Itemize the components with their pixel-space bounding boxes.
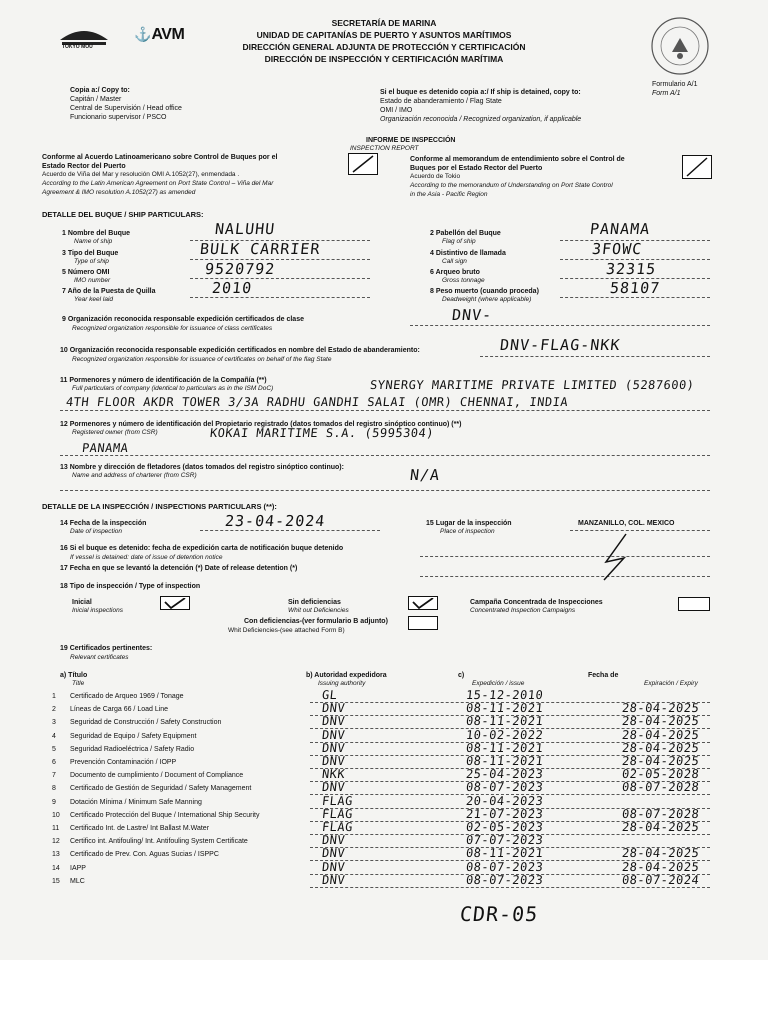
header-line-3: DIRECCIÓN GENERAL ADJUNTA DE PROTECCIÓN Y CERTIFICACIÓN (242, 42, 526, 52)
cic-checkbox[interactable] (678, 597, 710, 611)
cert-row-number: 1 (52, 693, 56, 700)
form-label-en: Form A/1 (652, 90, 681, 97)
agreement-right-4: According to the memorandum of Understanding on Port State Control (410, 182, 613, 189)
cert-row-authority: NKK (321, 767, 346, 782)
col-authority-header: b) Autoridad expedidora (306, 672, 387, 679)
cert-row-title: Seguridad Radioeléctrica / Safety Radio (70, 745, 195, 753)
field-12-label: 12 Pormenores y número de identificación del Propietario registrado (datos tomados del registro sinóptico continuo) (**) (60, 421, 462, 428)
agreement-right-1: Conforme al memorandum de entendimiento sobre el Control de (410, 156, 625, 163)
inspection-date-value: 23-04-2024 (224, 512, 327, 530)
ship-type-value: BULK CARRIER (199, 240, 322, 258)
company-address-value: 4TH FLOOR AKDR TOWER 3/3A RADHU GANDHI SALAI (OMR) CHENNAI, INDIA (65, 395, 569, 409)
cert-row-issue: 02-05-2023 (465, 820, 544, 834)
cert-row-title: Documento de cumplimiento / Document of Compliance (70, 772, 244, 780)
col-issue-header: Expedición / issue (472, 680, 525, 687)
copy-line-1: Capitán / Master (70, 96, 122, 103)
cert-row-title: Certificado de Prev. Con. Aguas Sucias / ISPPC (70, 851, 219, 859)
cert-row-authority: FLAG (321, 820, 354, 834)
field-5-label: 5 Número OMI (62, 269, 110, 276)
initial-label-en: Inicial inspections (72, 607, 123, 614)
cert-row-number: 10 (52, 811, 60, 819)
cert-row-number: 3 (52, 719, 56, 727)
initial-checkbox[interactable] (160, 596, 190, 610)
inspection-section-title: DETALLE DE LA INSPECCIÓN / INSPECTIONS PARTICULARS (**): (42, 502, 277, 511)
field-2-label-en: Flag of ship (442, 238, 476, 245)
field-5-label-en: IMO number (74, 277, 111, 284)
cert-row-expiry: 08-07-2024 (621, 872, 700, 887)
cert-row-number: 2 (52, 706, 56, 714)
field-12-label-en: Registered owner (from CSR) (72, 429, 158, 436)
cert-row-issue: 08-11-2021 (465, 714, 544, 729)
field-8-label: 8 Peso muerto (cuando proceda) (430, 288, 539, 295)
field-13-label: 13 Nombre y dirección de fletadores (datos tomados del registro sinóptico continuo): (60, 464, 344, 471)
copy-line-3: Funcionario supervisor / PSCO (70, 114, 167, 121)
field-14-label-en: Date of inspection (70, 528, 123, 535)
cert-row-title: MLC (70, 877, 85, 885)
cert-row-number: 9 (52, 798, 56, 806)
cert-row-title: Prevención Contaminación / IOPP (70, 759, 177, 766)
cert-row-number: 6 (52, 759, 56, 766)
agreement-left-1: Conforme al Acuerdo Latinoamericano sobre Control de Buques por el (42, 154, 278, 161)
field-8-label-en: Deadweight (where applicable) (442, 296, 532, 303)
copy-right-1: Si el buque es detenido copia a:/ If ship is detained, copy to: (380, 89, 581, 96)
cert-row-authority: DNV (321, 740, 346, 755)
field-4-label: 4 Distintivo de llamada (430, 250, 506, 257)
report-title-en: INSPECTION REPORT (350, 145, 419, 152)
cert-row-number: 8 (52, 785, 56, 793)
cert-row-expiry: 28-04-2025 (621, 859, 700, 874)
keel-year-value: 2010 (211, 279, 254, 297)
no-deficiency-label: Sin deficiencias (288, 599, 341, 606)
cert-row-issue: 08-11-2021 (465, 754, 544, 768)
cert-row-number: 7 (52, 772, 56, 780)
field-3-label-en: Type of ship (74, 258, 109, 265)
cert-row-expiry: 28-04-2025 (621, 740, 700, 755)
cert-row-number: 5 (52, 745, 56, 753)
copy-title: Copia a:/ Copy to: (70, 87, 130, 94)
strike-mark (598, 532, 632, 587)
agreement-right-3: Acuerdo de Tokio (410, 173, 461, 180)
field-2-label: 2 Pabellón del Buque (430, 230, 501, 237)
cert-row-authority: DNV (321, 780, 346, 795)
field-10-label: 10 Organización reconocida responsable expedición certificados en nombre del Estado de abanderamiento: (60, 347, 420, 354)
cert-row-number: 4 (52, 732, 56, 740)
tokyo-mou-checkbox[interactable] (682, 155, 712, 179)
certificates-title-en: Relevant certificates (70, 654, 129, 661)
cert-row-issue: 20-04-2023 (465, 793, 544, 808)
cert-row-title: Seguridad de Construcción / Safety Construction (70, 719, 222, 727)
cert-row-authority: DNV (321, 714, 346, 729)
agreement-left-4: According to the Latin American Agreement on Port State Control – Viña del Mar (42, 180, 274, 187)
field-14-label: 14 Fecha de la inspección (60, 520, 147, 527)
header-line-2: UNIDAD DE CAPITANÍAS DE PUERTO Y ASUNTOS MARÍTIMOS (256, 30, 512, 40)
cert-row-authority: DNV (321, 701, 346, 716)
flag-value: PANAMA (589, 220, 652, 238)
cert-row-number: 15 (52, 877, 60, 885)
col-fecha-header: Fecha de (588, 672, 619, 679)
inspection-place-value: MANZANILLO, COL. MEXICO (578, 520, 675, 527)
initial-label: Inicial (72, 599, 92, 606)
cert-row-title: IAPP (70, 864, 86, 872)
flag-ro-value: DNV-FLAG-NKK (499, 336, 622, 354)
imo-number-value: 9520792 (204, 260, 277, 278)
cert-row-expiry: 28-04-2025 (621, 727, 700, 742)
cert-row-authority: FLAG (321, 793, 354, 808)
cert-row-issue: 08-07-2023 (465, 780, 544, 795)
with-deficiency-checkbox[interactable] (408, 616, 438, 630)
cert-row-authority: DNV (321, 833, 346, 848)
field-15-label: 15 Lugar de la inspección (426, 520, 512, 527)
cert-row-number: 11 (52, 825, 60, 832)
field-18-label: 18 Tipo de inspección / Type of inspection (60, 583, 201, 590)
no-deficiency-label-en: Whit out Deficiencies (288, 607, 349, 614)
header-line-4: DIRECCIÓN DE INSPECCIÓN Y CERTIFICACIÓN MARÍTIMA (264, 54, 504, 64)
cert-row-title: Certificado de Gestión de Seguridad / Safety Management (70, 785, 252, 793)
cert-row-authority: GL (321, 688, 339, 702)
field-15-label-en: Place of inspection (440, 528, 495, 535)
form-label: Formulario A/1 (652, 81, 698, 88)
field-4-label-en: Call sign (442, 258, 467, 265)
tokyo-mou-logo: TOKYO MOU (58, 24, 110, 52)
cert-row-issue: 15-12-2010 (465, 688, 544, 702)
col-c-header: c) (458, 672, 465, 679)
ship-section-title: DETALLE DEL BUQUE / SHIP PARTICULARS: (42, 210, 204, 219)
cert-row-title: Certificado Protección del Buque / International Ship Security (70, 811, 260, 819)
with-deficiency-label-en: Whit Deficiencies-(see attached Form B) (228, 627, 345, 634)
cert-row-authority: DNV (321, 727, 346, 742)
copy-line-2: Central de Supervisión / Head office (70, 105, 182, 112)
cert-row-authority: DNV (321, 859, 346, 874)
cert-row-issue: 08-07-2023 (465, 872, 544, 887)
cert-row-authority: DNV (321, 846, 346, 861)
owner-name-value: KOKAI MARITIME S.A. (5995304) (209, 426, 435, 440)
cert-row-authority: DNV (321, 754, 346, 768)
cert-row-issue: 08-11-2021 (465, 701, 544, 716)
agreement-left-2: Estado Rector del Puerto (42, 163, 126, 170)
agreement-left-3: Acuerdo de Viña del Mar y resolución OMI A.1052(27), enmendada . (42, 171, 240, 178)
field-1-label-en: Name of ship (74, 238, 113, 245)
cert-row-issue: 10-02-2022 (465, 727, 544, 742)
cert-row-expiry: 28-04-2025 (621, 701, 700, 716)
cert-row-issue: 08-11-2021 (465, 846, 544, 861)
field-11-label: 11 Pormenores y número de identificación de la Compañía (**) (60, 377, 267, 384)
deadweight-value: 58107 (609, 279, 662, 297)
gross-tonnage-value: 32315 (605, 260, 658, 278)
certificates-title: 19 Certificados pertinentes: (60, 645, 153, 652)
cert-row-expiry: 08-07-2028 (621, 780, 700, 795)
cert-row-expiry: 28-04-2025 (621, 714, 700, 729)
field-10-label-en: Recognized organization responsible for issuance of certificates on behalf of the flag State (72, 356, 332, 363)
copy-right-3: OMI / IMO (380, 107, 413, 114)
field-9-label: 9 Organización reconocida responsable expedición certificados de clase (62, 316, 304, 323)
field-6-label-en: Gross tonnage (442, 277, 485, 284)
vina-del-mar-checkbox[interactable] (348, 153, 378, 175)
cert-row-title: Dotación Mínima / Minimum Safe Manning (70, 798, 202, 806)
class-ro-value: DNV- (451, 306, 494, 324)
agreement-left-5: Agreement & IMO resolution A.1052(27) as amended (42, 189, 196, 196)
company-name-value: SYNERGY MARITIME PRIVATE LIMITED (5287600) (369, 378, 696, 392)
cert-row-issue: 21-07-2023 (465, 806, 544, 821)
cert-row-expiry: 02-05-2028 (621, 767, 700, 782)
with-deficiency-label: Con deficiencias-(ver formulario B adjunto) (244, 618, 388, 625)
no-deficiency-checkbox[interactable] (408, 596, 438, 610)
cert-row-authority: FLAG (321, 806, 354, 821)
cic-label-en: Concentrated Inspection Campaigns (470, 607, 576, 614)
field-11-label-en: Full particulars of company (identical to particulars as in the ISM DoC) (72, 385, 274, 392)
field-7-label: 7 Año de la Puesta de Quilla (62, 288, 156, 295)
field-16-label-en: If vessel is detained: date of issue of detention notice (70, 554, 223, 561)
agreement-right-5: in the Asia - Pacific Region (410, 191, 488, 198)
field-17-label: 17 Fecha en que se levantó la detención (*) Date of release detention (*) (60, 565, 298, 572)
col-authority-header-en: Issuing authority (318, 680, 366, 687)
ship-name-value: NALUHU (214, 220, 277, 238)
field-13-label-en: Name and address of charterer (from CSR) (72, 472, 197, 479)
col-expiry-header: Expiración / Expiry (644, 680, 698, 687)
footer-note: CDR-05 (458, 902, 540, 926)
charterer-value: N/A (409, 466, 442, 484)
cert-row-expiry: 28-04-2025 (621, 846, 700, 861)
cert-row-title: Certificado de Arqueo 1969 / Tonage (70, 693, 184, 700)
field-6-label: 6 Arqueo bruto (430, 269, 480, 276)
avm-logo: ⚓AVM (134, 26, 185, 43)
cert-row-expiry: 28-04-2025 (621, 820, 700, 834)
cert-row-number: 12 (52, 838, 60, 846)
cert-row-title: Seguridad de Equipo / Safety Equipment (70, 732, 197, 740)
cert-row-issue: 08-07-2023 (465, 859, 544, 874)
cert-row-expiry: 08-07-2028 (621, 806, 700, 821)
call-sign-value: 3FOWC (591, 240, 644, 258)
cert-row-issue: 25-04-2023 (465, 767, 544, 782)
cic-label: Campaña Concentrada de Inspecciones (470, 599, 603, 606)
field-7-label-en: Year keel laid (74, 296, 114, 303)
report-title: INFORME DE INSPECCIÓN (366, 137, 456, 144)
agreement-right-2: Buques por el Estado Rector del Puerto (410, 165, 543, 172)
cert-row-title: Líneas de Carga 66 / Load Line (70, 706, 169, 714)
copy-right-4: Organización reconocida / Recognized organization, if applicable (380, 116, 582, 123)
cert-row-title: Certificado Int. de Lastre/ Int Ballast M.Water (70, 825, 210, 832)
col-title-header: a) Título (60, 672, 88, 679)
cert-row-number: 14 (52, 864, 60, 872)
field-1-label: 1 Nombre del Buque (62, 230, 131, 237)
cert-row-number: 13 (52, 851, 60, 859)
field-3-label: 3 Tipo del Buque (62, 250, 119, 257)
cert-row-title: Certifico int. Antifouling/ Int. Antifouling System Certificate (70, 838, 248, 846)
cert-row-issue: 08-11-2021 (465, 740, 544, 755)
col-title-header-en: Title (72, 680, 85, 687)
cert-row-issue: 07-07-2023 (465, 833, 544, 848)
owner-country-value: PANAMA (81, 441, 130, 455)
field-9-label-en: Recognized organization responsible for issuance of class certificates (72, 325, 273, 332)
cert-row-expiry: 28-04-2025 (621, 754, 700, 768)
field-16-label: 16 Si el buque es detenido: fecha de expedición carta de notificación buque detenido (60, 545, 344, 552)
copy-right-2: Estado de abanderamiento / Flag State (380, 98, 502, 105)
header-line-1: SECRETARÍA DE MARINA (331, 18, 437, 28)
cert-row-authority: DNV (321, 872, 346, 887)
